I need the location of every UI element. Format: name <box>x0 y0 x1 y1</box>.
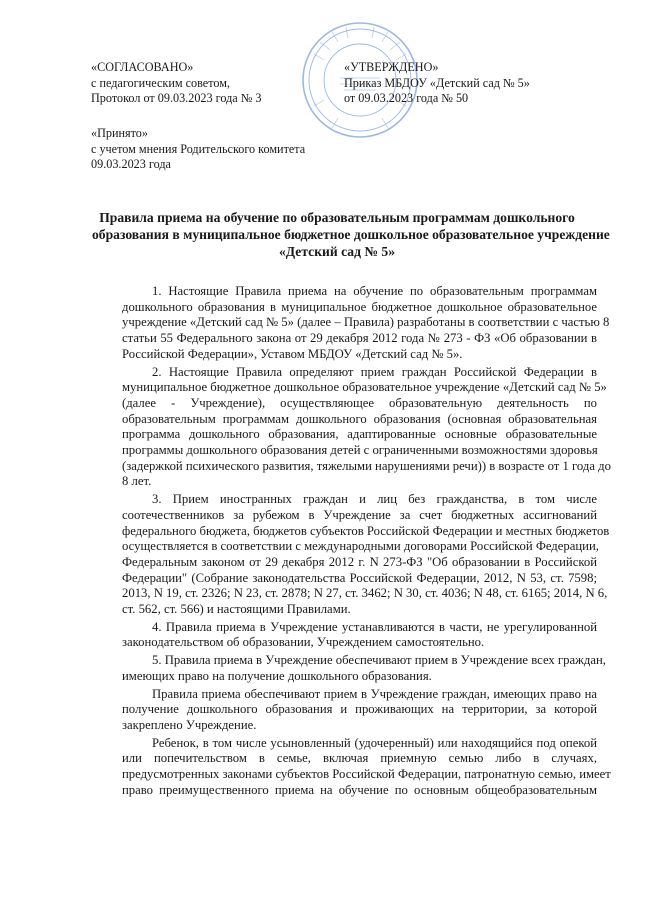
approved-title: «УТВЕРЖДЕНО» <box>344 60 439 74</box>
paragraph-line: ст. 562, ст. 566) и настоящими Правилами. <box>122 602 351 617</box>
paragraph-7 <box>92 735 611 799</box>
paragraph-line: образовательным программам дошкольного образования (основная образовательная <box>122 411 597 426</box>
paragraph-line: 8 лет. <box>122 474 152 489</box>
paragraph-line: программа дошкольного образования, адаптированные основные образовательные <box>122 427 597 442</box>
paragraph-line: федерального бюджета, бюджетов субъектов Российской Федерации и местных бюджетов <box>122 523 610 538</box>
accepted-line-2: 09.03.2023 года <box>91 157 171 172</box>
paragraph-line: 2013, N 19, ст. 2326; N 23, ст. 2878; N 27, ст. 3462; N 30, ст. 4036; N 48, ст. 6165; 2014, N 6, <box>122 586 608 601</box>
paragraph-line: получение дошкольного образования и проживающих на территории, за которой <box>122 702 597 717</box>
accepted-block <box>91 126 305 173</box>
paragraph-line: предусмотренных законами субъектов Российской Федерации, патронатную семью, имеет <box>122 767 611 782</box>
paragraph-line: закреплено Учреждение. <box>122 717 257 732</box>
paragraph-line: дошкольного образования в муниципальное бюджетное дошкольное образовательное <box>122 299 597 314</box>
paragraph-line: учреждение «Детский сад № 5» (далее – Правила) разработаны в соответствии с частью 8 <box>122 315 610 330</box>
accepted-line-1: с учетом мнения Родительского комитета <box>91 141 306 156</box>
paragraph-line: соотечественников за рубежом в Учреждение за счет бюджетных ассигнований <box>122 507 597 522</box>
accepted-title: «Принято» <box>91 126 148 140</box>
paragraph-line: Ребенок, в том числе усыновленный (удочеренный) или находящийся под опекой <box>152 735 597 750</box>
approved-line-2: от 09.03.2023 года № 50 <box>344 91 469 106</box>
approved-block <box>344 60 530 107</box>
paragraph-line: Правила приема обеспечивают прием в Учреждение граждан, имеющих право на <box>152 686 597 701</box>
paragraph-line: 3. Прием иностранных граждан и лиц без гражданства, в том числе <box>152 492 597 507</box>
paragraph-line: имеющих право на получение дошкольного образования. <box>122 668 432 683</box>
paragraph-line: 1. Настоящие Правила приема на обучение по образовательным программам <box>152 284 597 298</box>
paragraph-2 <box>92 364 611 491</box>
paragraph-4 <box>92 620 597 651</box>
paragraph-line: законодательством об образовании, Учреждением самостоятельно. <box>122 635 485 650</box>
paragraph-line: (задержкой психического развития, тяжелыми нарушениями речи)) в возрасте от 1 года до <box>122 458 611 473</box>
paragraph-line: статьи 55 Федерального закона от 29 декабря 2012 года № 273 - ФЗ «Об образовании в <box>122 331 597 346</box>
paragraph-line: 4. Правила приема в Учреждение устанавливаются в части, не урегулированной <box>152 619 597 634</box>
agreed-title: «СОГЛАСОВАНО» <box>91 60 194 74</box>
paragraph-line: или попечительством в семье, включая приемную семью либо в случаях, <box>122 751 597 766</box>
paragraph-1 <box>92 284 610 363</box>
paragraph-line: 5. Правила приема в Учреждение обеспечивают прием в Учреждение всех граждан, <box>152 653 606 668</box>
title-line: Правила приема на обучение по образовательным программам дошкольного <box>99 210 575 225</box>
paragraph-line: 2. Настоящие Правила определяют прием граждан Российской Федерации в <box>152 364 597 379</box>
agreed-line-2: Протокол от 09.03.2023 года № 3 <box>91 91 262 106</box>
document-body <box>92 284 611 799</box>
title-line: «Детский сад № 5» <box>278 244 396 260</box>
paragraph-line: Российской Федерации», Уставом МБДОУ «Детский сад № 5». <box>122 346 463 361</box>
paragraph-3 <box>92 492 610 618</box>
paragraph-6 <box>92 687 597 734</box>
agreed-block <box>91 60 262 107</box>
paragraph-line: Федерации" (Собрание законодательства Российской Федерации, 2012, N 53, ст. 7598; <box>122 570 597 585</box>
paragraph-line: муниципальное бюджетное дошкольное образовательное учреждение «Детский сад № 5» <box>122 380 607 395</box>
title-line: образования в муниципальное бюджетное дошкольное образовательное учреждение <box>92 227 610 243</box>
document-title <box>92 209 610 261</box>
paragraph-line: программы дошкольного образования детей с ограниченными возможностями здоровья <box>122 443 598 458</box>
paragraph-5 <box>92 653 606 684</box>
paragraph-line: Федеральным законом от 29 декабря 2012 г. N 273-ФЗ "Об образовании в Российской <box>122 554 597 569</box>
paragraph-line: (далее - Учреждение), осуществляющее образовательную деятельность по <box>122 395 597 410</box>
paragraph-line: осуществляется в соответствии с международными договорами Российской Федерации, <box>122 539 599 554</box>
approved-line-1: Приказ МБДОУ «Детский сад № 5» <box>344 75 530 90</box>
paragraph-line: право преимущественного приема на обучение по основным общеобразовательным <box>122 782 597 797</box>
agreed-line-1: с педагогическим советом, <box>91 75 230 90</box>
